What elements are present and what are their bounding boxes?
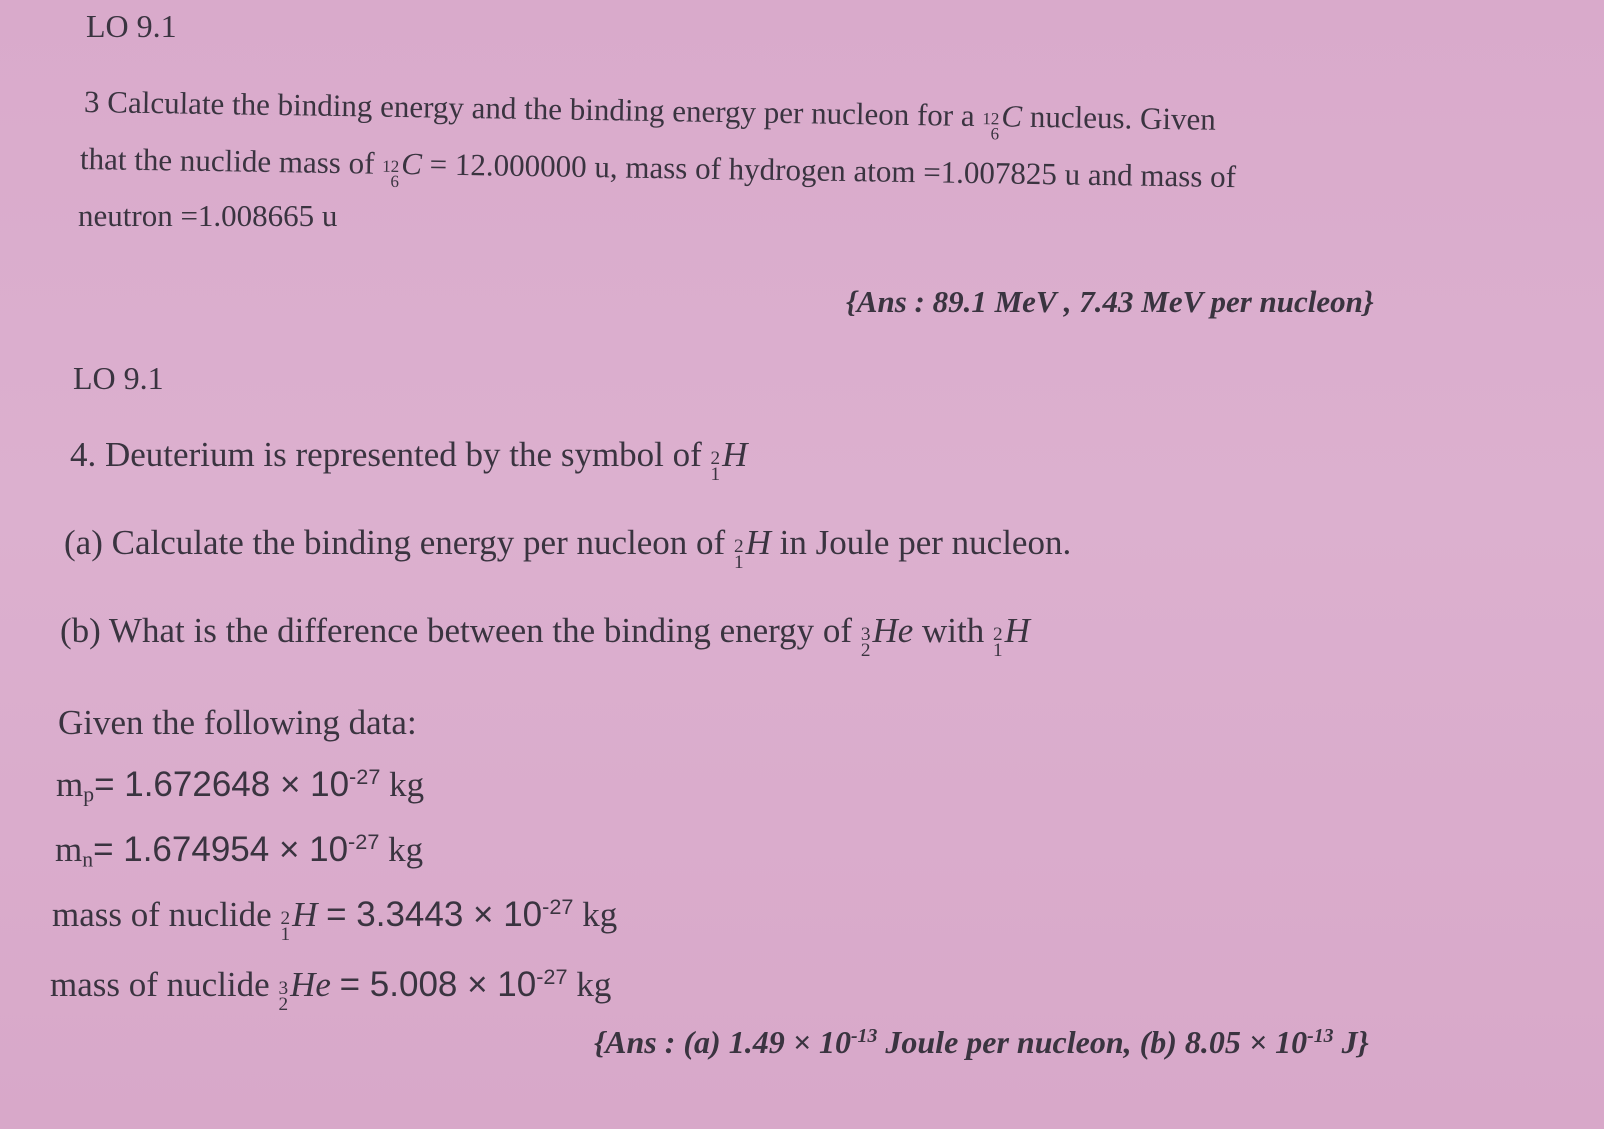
section-label-1: LO 9.1 (86, 8, 177, 44)
question-3-line-3: neutron =1.008665 u (78, 198, 338, 233)
question-3-text-4: = 12.000000 u, mass of hydrogen atom =1.007825 u and mass of (429, 146, 1237, 195)
question-3-line-2 (80, 141, 1237, 202)
section-label-2: LO 9.1 (73, 360, 164, 396)
question-3-text-2: nucleus. Given (1029, 98, 1217, 137)
neutron-mass-row: $m_n= 1.674954 \times 10^{-27}$ kg (55, 829, 424, 872)
helium-notation-1: 3 2 (860, 624, 871, 662)
question-4-intro: 4. Deuterium is represented by the symbol of 2 1 H (70, 435, 748, 486)
carbon-symbol-2: C (400, 146, 423, 182)
question-3-text-3: that the nuclide mass of (79, 141, 375, 181)
question-3-answer: {Ans : 89.1 MeV , 7.43 MeV per nucleon} (846, 284, 1374, 319)
question-4-part-b: (b) What is the difference between the binding energy of 3 2 He with 2 1 H (60, 611, 1030, 662)
given-data-heading: Given the following data: (58, 703, 417, 742)
question-4-answer: {Ans : (a) $1.49 \times 10^{-13}$ Joule per nucleon, (b) $8.05 \times 10^{-13}$ J} (594, 1024, 1369, 1060)
helium-notation-2: 3 2 (278, 978, 289, 1016)
deuterium-notation-4: 2 1 (280, 908, 291, 946)
deuterium-notation-1: 2 1 (710, 448, 721, 486)
carbon-symbol: C (1001, 98, 1023, 134)
question-3-line-1 (84, 84, 1216, 145)
helium-mass-row: mass of nuclide 3 2 $He = 5.008 \times 10^{-27}$ kg (50, 964, 612, 1016)
carbon-nuclide-notation-2: 12 6 (382, 157, 400, 191)
carbon-nuclide-notation: 12 6 (982, 109, 1000, 144)
deuterium-notation-2: 2 1 (733, 536, 744, 574)
deuterium-mass-row: mass of nuclide 2 1 $H = 3.3443 \times 10^{-27}$ kg (52, 894, 618, 946)
deuterium-notation-3: 2 1 (993, 624, 1003, 662)
proton-mass-row: $m_p= 1.672648 \times 10^{-27}$ kg (56, 764, 425, 807)
question-4-part-a: (a) Calculate the binding energy per nucleon of 2 1 H in Joule per nucleon. (64, 523, 1072, 574)
question-3-text-1: 3 Calculate the binding energy and the binding energy per nucleon for a (83, 84, 975, 133)
